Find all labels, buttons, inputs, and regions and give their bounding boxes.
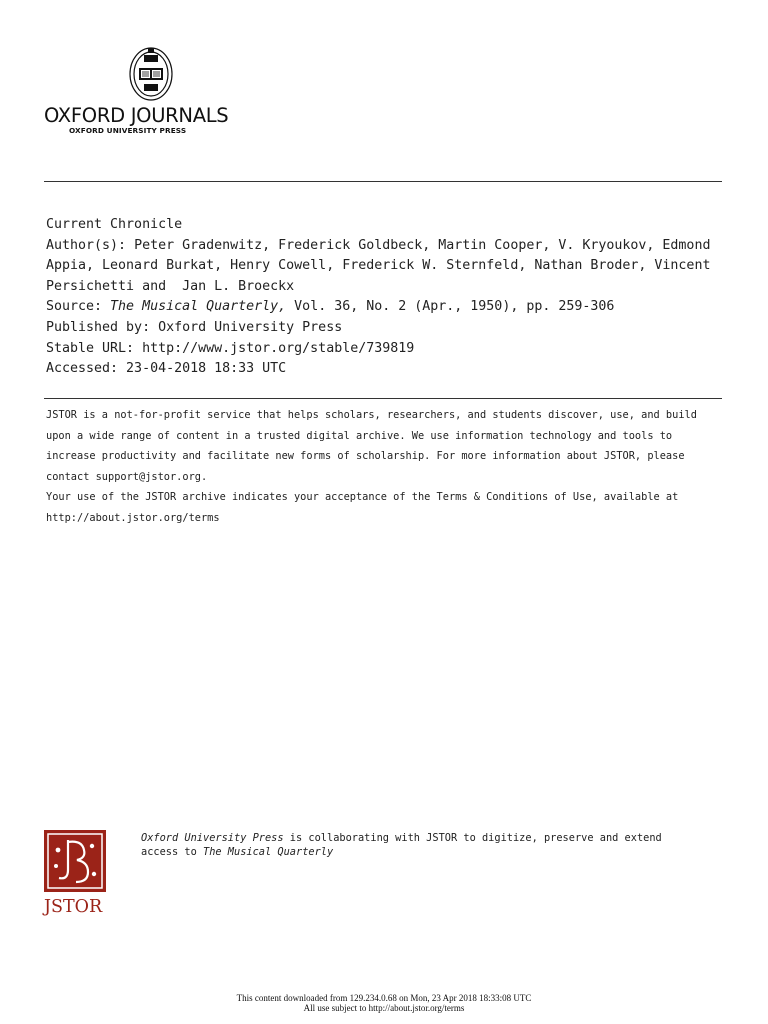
divider bbox=[44, 398, 722, 399]
footer-download-line: This content downloaded from 129.234.0.68 on Mon, 23 Apr 2018 18:33:08 UTC bbox=[236, 993, 532, 1003]
jstor-wordmark: JSTOR bbox=[44, 897, 103, 917]
divider bbox=[44, 181, 722, 182]
terms-notice: Your use of the JSTOR archive indicates your acceptance of the Terms & Conditions of Use, available at http://about.jstor.org/terms bbox=[46, 491, 679, 524]
publisher-subtitle: OXFORD UNIVERSITY PRESS bbox=[69, 126, 187, 135]
download-footer bbox=[0, 993, 768, 1014]
source-label: Source: bbox=[46, 299, 111, 315]
footer-terms-line: All use subject to http://about.jstor.org/terms bbox=[303, 1003, 465, 1014]
article-metadata bbox=[46, 215, 718, 380]
collab-text: is collaborating with JSTOR to digitize, preserve and extend access to bbox=[141, 832, 662, 858]
authors-list: Peter Gradenwitz, Frederick Goldbeck, Martin Cooper, V. Kryoukov, Edmond Appia, Leonard Burkat, Henry Cowell, Frederick W. Sternfeld, Nathan Broder, Vincent Persichetti and Jan L. Broeckx bbox=[46, 237, 719, 294]
collab-publisher: Oxford University Press bbox=[141, 832, 284, 844]
article-title: Current Chronicle bbox=[46, 217, 183, 232]
source-journal: The Musical Quarterly, bbox=[110, 299, 287, 315]
publisher-title: OXFORD JOURNALS bbox=[44, 104, 229, 127]
article-authors bbox=[46, 236, 718, 298]
oxford-crest-icon bbox=[126, 44, 176, 102]
collaboration-statement bbox=[141, 832, 701, 859]
jstor-notice: JSTOR is a not-for-profit service that helps scholars, researchers, and students discover, use, and build upon a wide range of content in a trusted digital archive. We use information technology and tools to increase productivity and facilitate new forms of scholarship. For more information about JSTOR, please contact support@jstor.org. bbox=[46, 409, 697, 483]
article-accessed: Accessed: 23-04-2018 18:33 UTC bbox=[46, 361, 287, 377]
article-source bbox=[46, 297, 718, 318]
collab-journal: The Musical Quarterly bbox=[203, 845, 334, 858]
jstor-logo-icon bbox=[44, 830, 106, 892]
authors-label: Author(s): bbox=[46, 237, 135, 253]
article-publisher: Published by: Oxford University Press bbox=[46, 319, 343, 335]
source-details: Vol. 36, No. 2 (Apr., 1950), pp. 259-306 bbox=[286, 299, 615, 315]
article-stable-url[interactable]: Stable URL: http://www.jstor.org/stable/739819 bbox=[46, 340, 415, 356]
